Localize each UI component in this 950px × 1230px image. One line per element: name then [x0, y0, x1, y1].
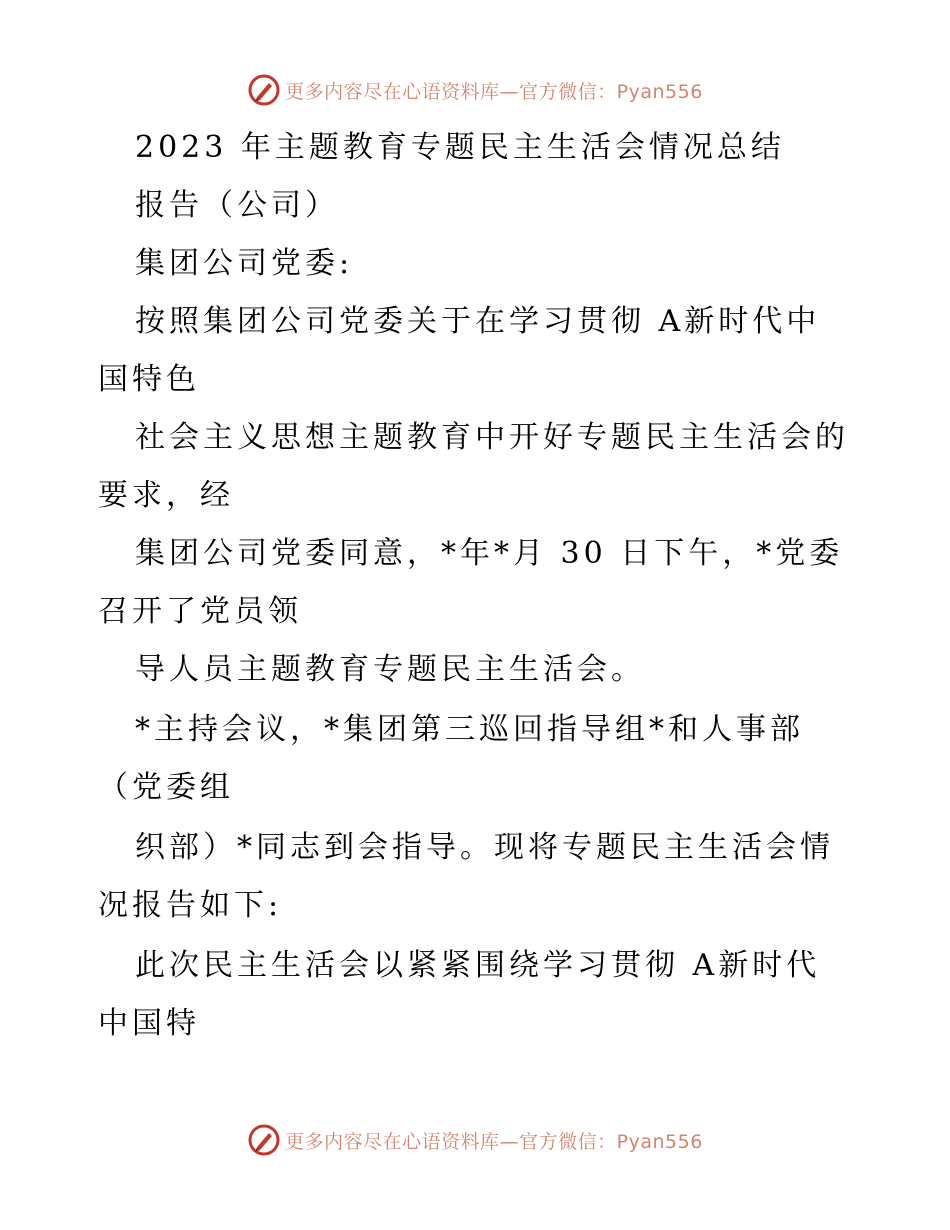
doc-paragraph-line: 集团公司党委同意，*年*月 30 日下午，*党委	[135, 536, 844, 571]
pen-nib-circle-icon	[247, 73, 281, 107]
doc-paragraph-line: 社会主义思想主题教育中开好专题民主生活会的	[135, 420, 849, 455]
doc-paragraph-line: （党委组	[98, 770, 234, 805]
doc-paragraph-line: 国特色	[98, 362, 200, 397]
doc-paragraph-line: 况报告如下:	[98, 888, 283, 923]
doc-paragraph-line: 要求，经	[98, 478, 234, 513]
watermark-text: 更多内容尽在心语资料库—官方微信：Pyan556	[285, 80, 703, 103]
doc-paragraph-line: 召开了党员领	[98, 594, 302, 629]
doc-salutation: 集团公司党委:	[135, 246, 354, 281]
footer-watermark	[0, 1120, 950, 1160]
doc-paragraph-line: 导人员主题教育专题民主生活会。	[135, 652, 645, 687]
doc-paragraph-line: 此次民主生活会以紧紧围绕学习贯彻 A新时代	[135, 948, 821, 983]
doc-paragraph-line: 中国特	[98, 1006, 200, 1041]
doc-paragraph-line: *主持会议，*集团第三巡回指导组*和人事部	[135, 712, 804, 747]
doc-title-line-2: 报告（公司）	[135, 188, 339, 223]
pen-nib-circle-icon	[247, 1123, 281, 1157]
doc-paragraph-line: 织部）*同志到会指导。现将专题民主生活会情	[135, 830, 834, 865]
header-watermark	[0, 70, 950, 110]
doc-title-line-1: 2023 年主题教育专题民主生活会情况总结	[135, 130, 785, 165]
watermark-text: 更多内容尽在心语资料库—官方微信：Pyan556	[285, 1130, 703, 1153]
doc-paragraph-line: 按照集团公司党委关于在学习贯彻 A新时代中	[135, 304, 821, 339]
